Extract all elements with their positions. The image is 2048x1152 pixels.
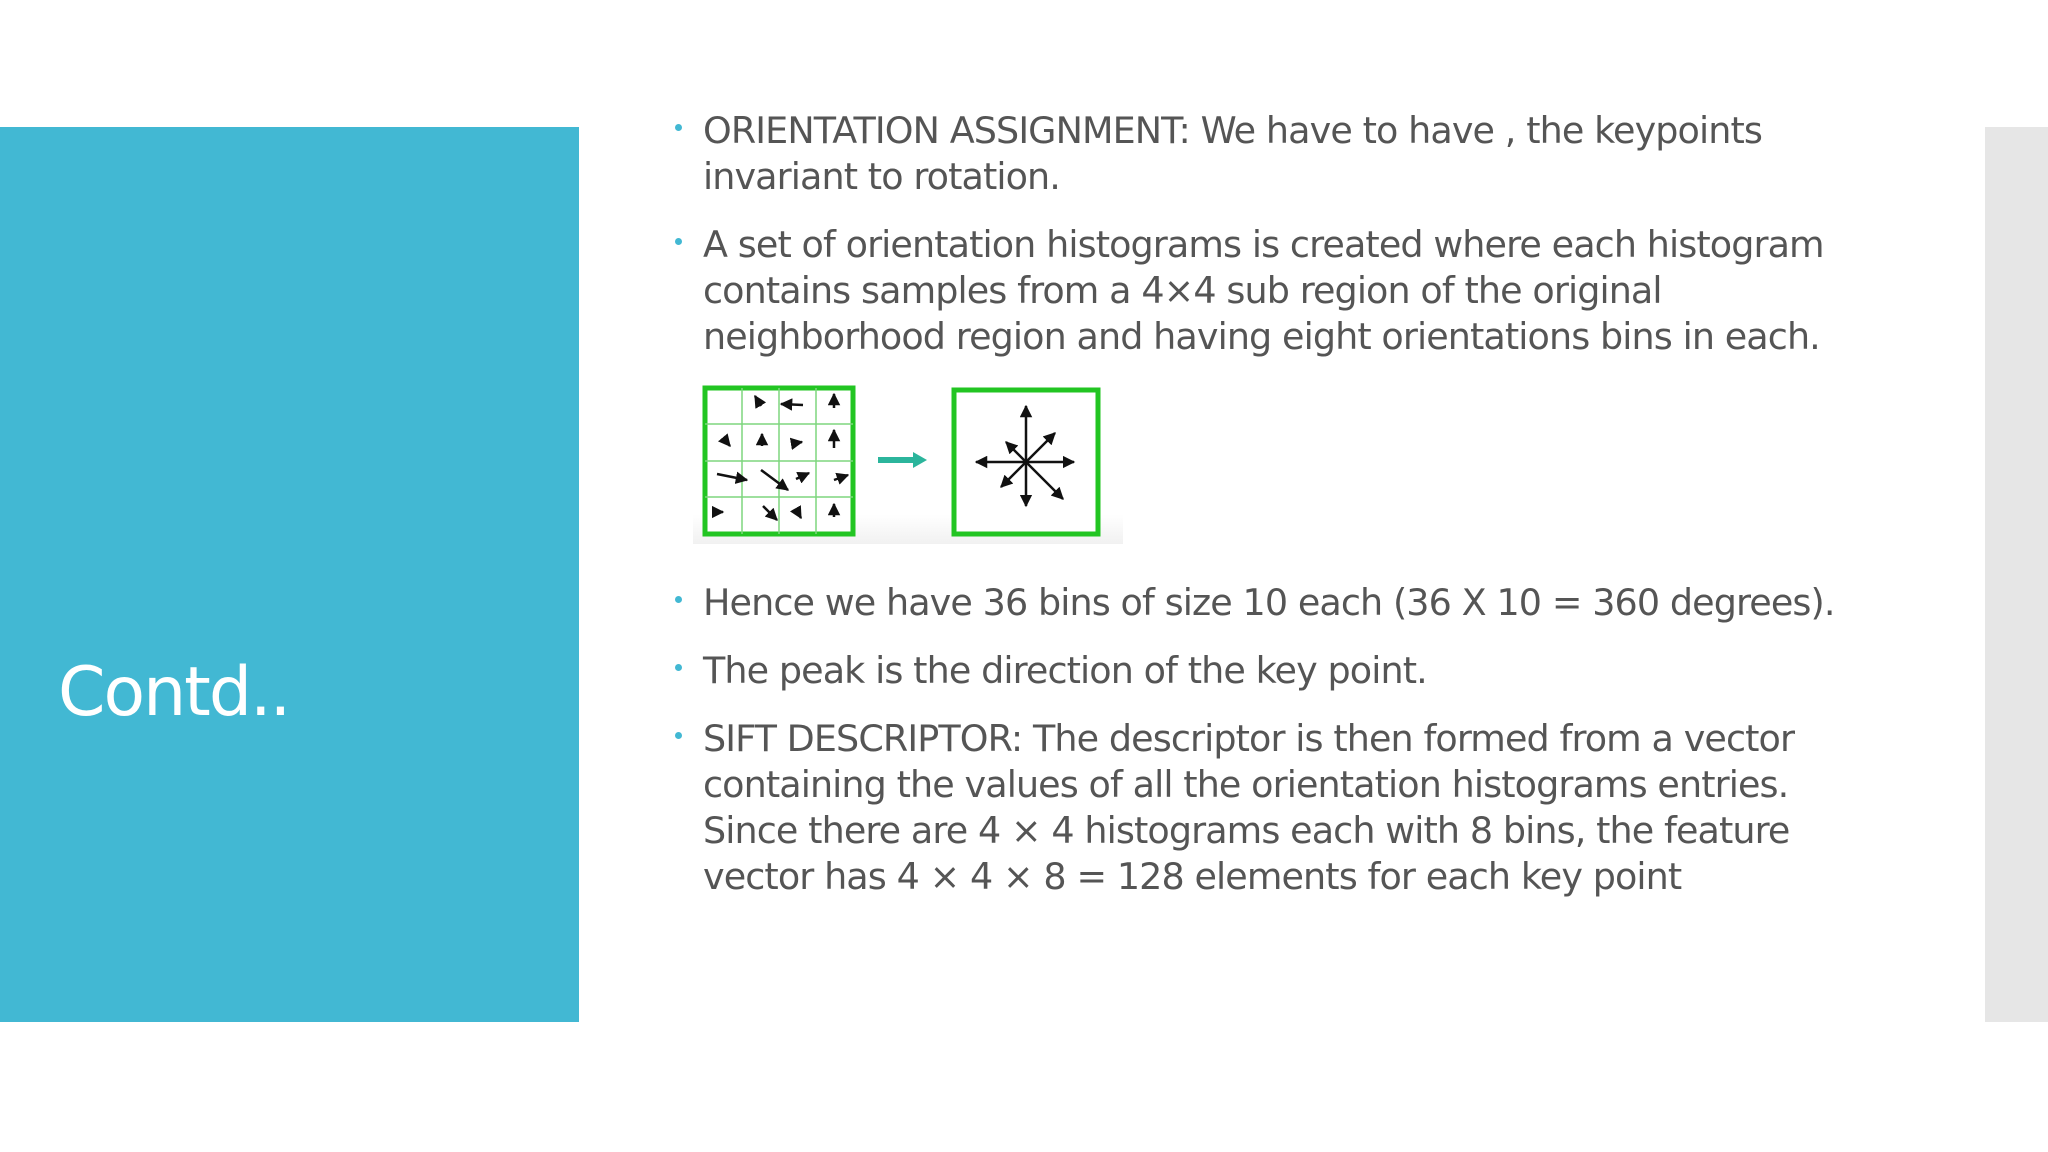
bullet-item [668,580,1958,626]
bullet-text: ORIENTATION ASSIGNMENT: We have to have , the keypoints invariant to rotation. [703,109,1762,198]
bullet-text: Hence we have 36 bins of size 10 each (36 X 10 = 360 degrees). [703,581,1835,624]
bullet-icon [675,732,682,739]
bullet-item [668,222,1958,360]
bullet-text: The peak is the direction of the key point. [703,649,1427,692]
bullet-text: A set of orientation histograms is created where each histogram contains samples from a 4×4 sub region of the original neighborhood region and having eight orientations bins in each. [703,223,1824,358]
bullet-item [668,648,1958,694]
bullet-icon [675,124,682,131]
title-panel [0,127,579,1022]
gradient-grid-icon [705,388,853,534]
bullet-icon [675,664,682,671]
slide-title: Contd.. [58,653,290,732]
bullet-item [668,108,1958,200]
bullet-icon [675,238,682,245]
orientation-star-icon [954,390,1098,534]
orientation-figure [693,382,1123,544]
right-arrow-icon [878,452,927,468]
bullet-icon [675,596,682,603]
slide-content [668,108,1958,922]
side-strip [1985,127,2048,1022]
bullet-item [668,716,1958,900]
orientation-diagram [693,382,1123,544]
bullet-text: SIFT DESCRIPTOR: The descriptor is then formed from a vector containing the values of all the orientation histograms entries. Since there are 4 × 4 histograms each with 8 bins, the feature vector has 4 × 4 × 8 = 128 elements for each key point [703,717,1795,898]
